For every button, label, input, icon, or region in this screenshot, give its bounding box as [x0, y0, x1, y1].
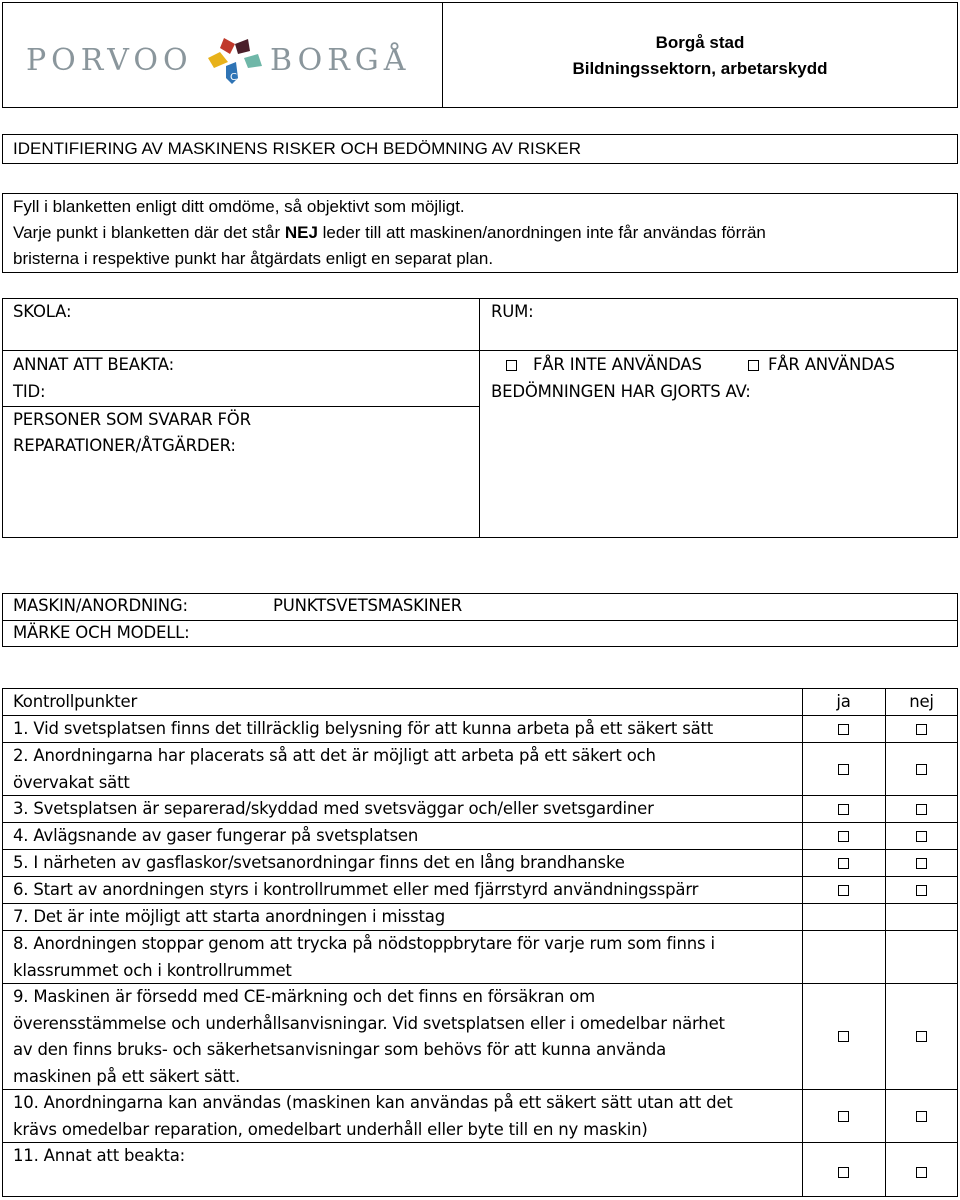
machine-label: MASKIN/ANORDNING: [13, 596, 188, 615]
nej-checkbox[interactable] [916, 858, 927, 869]
column-nej: nej [909, 692, 934, 711]
tid-label: TID: [13, 382, 46, 401]
checklist-item-text: av den finns bruks- och säkerhetsanvisningar som behövs för att kunna använda [13, 1040, 667, 1060]
nej-checkbox[interactable] [916, 885, 927, 896]
svg-text:C: C [230, 72, 237, 83]
checklist-item-text: 3. Svetsplatsen är separerad/skyddad med svetsväggar och/eller svetsgardiner [13, 799, 654, 818]
bedomning-label: BEDÖMNINGEN HAR GJORTS AV: [491, 382, 751, 401]
instructions-line-1: Fyll i blanketten enligt ditt omdöme, så objektivt som möjligt. [13, 197, 465, 216]
model-label: MÄRKE OCH MODELL: [13, 623, 190, 642]
nej-checkbox[interactable] [916, 1031, 927, 1042]
instructions-nej: NEJ [284, 223, 318, 242]
rum-label: RUM: [491, 302, 534, 321]
annat-label: ANNAT ATT BEAKTA: [13, 355, 174, 374]
checklist-item-text: 2. Anordningarna har placerats så att det är möjligt att arbeta på ett säkert och [13, 746, 656, 765]
nej-checkbox[interactable] [916, 764, 927, 775]
logo-emblem-icon [204, 34, 266, 86]
checklist-item-text: 7. Det är inte möjligt att starta anordningen i misstag [13, 907, 445, 926]
skola-label: SKOLA: [13, 302, 72, 321]
instructions-line-2-start: Varje punkt i blanketten där det står [13, 223, 285, 242]
nej-checkbox[interactable] [916, 804, 927, 815]
far-anvandas-checkbox[interactable] [748, 360, 759, 371]
personer-label-2: REPARATIONER/ÅTGÄRDER: [13, 436, 236, 455]
checklist-item-text: övervakat sätt [13, 772, 130, 792]
ja-checkbox[interactable] [838, 858, 849, 869]
form-heading: IDENTIFIERING AV MASKINENS RISKER OCH BEDÖMNING AV RISKER [13, 139, 582, 158]
far-anvandas-label: FÅR ANVÄNDAS [768, 355, 895, 374]
checklist-item-text: överensstämmelse och underhållsanvisningar. Vid svetsplatsen eller i omedelbar närhet [13, 1013, 725, 1033]
machine-value: PUNKTSVETSMASKINER [273, 596, 463, 615]
ja-checkbox[interactable] [838, 1167, 849, 1178]
logo-text-borga: BORGÅ [270, 43, 411, 78]
ja-checkbox[interactable] [838, 831, 849, 842]
header-title-2: Bildningssektorn, arbetarskydd [572, 59, 828, 78]
logo-text-porvoo: PORVOO [26, 43, 193, 78]
checklist-item-text: 8. Anordningen stoppar genom att trycka på nödstoppbrytare för varje rum som finns i [13, 934, 715, 953]
nej-checkbox[interactable] [916, 1111, 927, 1122]
checklist-item-text: 1. Vid svetsplatsen finns det tillräcklig belysning för att kunna arbeta på ett säkert sätt [13, 719, 714, 738]
nej-checkbox[interactable] [916, 831, 927, 842]
checklist-item-text: 10. Anordningarna kan användas (maskinen kan användas på ett säkert sätt utan att det [13, 1093, 733, 1112]
instructions-line-3: bristerna i respektive punkt har åtgärdats enligt en separat plan. [13, 249, 494, 268]
far-inte-anvandas-label: FÅR INTE ANVÄNDAS [533, 355, 702, 374]
checklist-item-text: 11. Annat att beakta: [13, 1146, 186, 1165]
far-inte-anvandas-checkbox[interactable] [506, 360, 517, 371]
instructions-line-2-end: leder till att maskinen/anordningen inte får användas förrän [317, 223, 766, 242]
porvoo-borga-logo [26, 30, 426, 86]
ja-checkbox[interactable] [838, 1111, 849, 1122]
ja-checkbox[interactable] [838, 804, 849, 815]
ja-checkbox[interactable] [838, 724, 849, 735]
nej-checkbox[interactable] [916, 1167, 927, 1178]
ja-checkbox[interactable] [838, 885, 849, 896]
ja-checkbox[interactable] [838, 1031, 849, 1042]
checklist-header: Kontrollpunkter [13, 692, 138, 711]
column-ja: ja [836, 692, 851, 711]
checklist-item-text: 6. Start av anordningen styrs i kontrollrummet eller med fjärrstyrd användningsspärr [13, 880, 699, 899]
checklist-item-text: klassrummet och i kontrollrummet [13, 960, 292, 980]
checklist-item-text: 4. Avlägsnande av gaser fungerar på svetsplatsen [13, 826, 419, 845]
checklist-item-text: 5. I närheten av gasflaskor/svetsanordningar finns det en lång brandhanske [13, 853, 625, 872]
ja-checkbox[interactable] [838, 764, 849, 775]
instructions-line-2 [13, 220, 766, 246]
checklist-item-text: 9. Maskinen är försedd med CE-märkning och det finns en försäkran om [13, 987, 596, 1006]
checklist-item-text: maskinen på ett säkert sätt. [13, 1066, 241, 1086]
personer-label-1: PERSONER SOM SVARAR FÖR [13, 410, 251, 429]
header-title-1: Borgå stad [655, 33, 745, 52]
nej-checkbox[interactable] [916, 724, 927, 735]
checklist-item-text: krävs omedelbar reparation, omedelbart underhåll eller byte till en ny maskin) [13, 1119, 648, 1139]
